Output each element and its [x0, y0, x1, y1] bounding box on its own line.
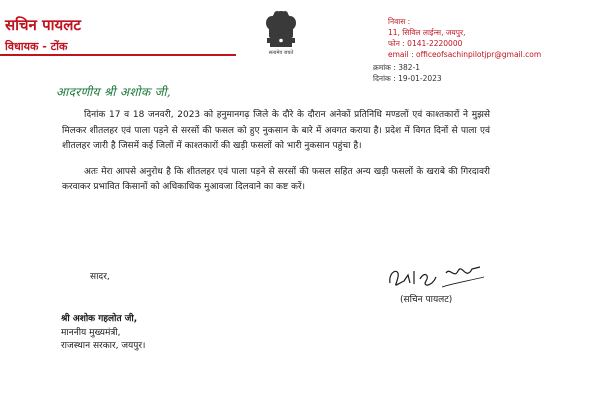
- emblem-motto: सत्यमेव जयते: [268, 50, 294, 56]
- address-phone: फोन : 0141-2220000: [388, 39, 463, 48]
- body-paragraph-1: दिनांक 17 व 18 जनवरी, 2023 को हनुमानगढ़ जिले के दौरे के दौरान अनेकों प्रतिनिधि मण्डलों एवं काश्तकारों ने मुझसे मिलकर शीतलहर एवं पाला पड़ने से सरसों की फसल को हुए नुकसान के बारे में अवगत कराया है। प्रदेश में विगत दिनों से पाला एवं शीतलहर जारी है जिसमें कई जिलों में काश्तकारों की खड़ी फसलों को भारी नुकसान पहुंचा है।: [62, 110, 490, 151]
- reference-date: दिनांक : 19-01-2023: [373, 74, 442, 83]
- letter-body: [62, 108, 490, 206]
- handwritten-signature: [384, 257, 494, 293]
- address-label: निवास :: [388, 17, 411, 26]
- letterhead-address: [388, 16, 598, 60]
- letterhead-divider: [0, 54, 236, 56]
- recipient-block: [61, 313, 145, 354]
- recipient-office: राजस्थान सरकार, जयपुर।: [61, 341, 146, 351]
- body-paragraph-2: अतः मेरा आपसे अनुरोध है कि शीतलहर एवं पाला पड़ने से सरसों की फसल सहित अन्य खड़ी फसलों के खराबे की गिरदावरी करवाकर प्रभावित किसानों को अधिकाधिक मुआवजा दिलवाने का कष्ट करें।: [62, 166, 490, 192]
- address-email: email : officeofsachinpilotjpr@gmail.com: [388, 50, 542, 59]
- sender-designation: विधायक - टोंक: [5, 40, 68, 53]
- address-street: 11, सिविल लाईन्स, जयपुर,: [388, 28, 466, 37]
- recipient-title: माननीय मुख्यमंत्री,: [61, 327, 121, 338]
- salutation: आदरणीय श्री अशोक जी,: [56, 85, 172, 99]
- reference-number: क्रमांक : 382-1: [373, 63, 421, 72]
- sender-name: सचिन पायलट: [5, 16, 81, 34]
- recipient-name: श्री अशोक गहलोत जी,: [61, 314, 138, 324]
- closing: सादर,: [90, 272, 110, 282]
- letter-reference: [373, 62, 442, 84]
- signatory-name: (सचिन पायलट): [400, 295, 453, 305]
